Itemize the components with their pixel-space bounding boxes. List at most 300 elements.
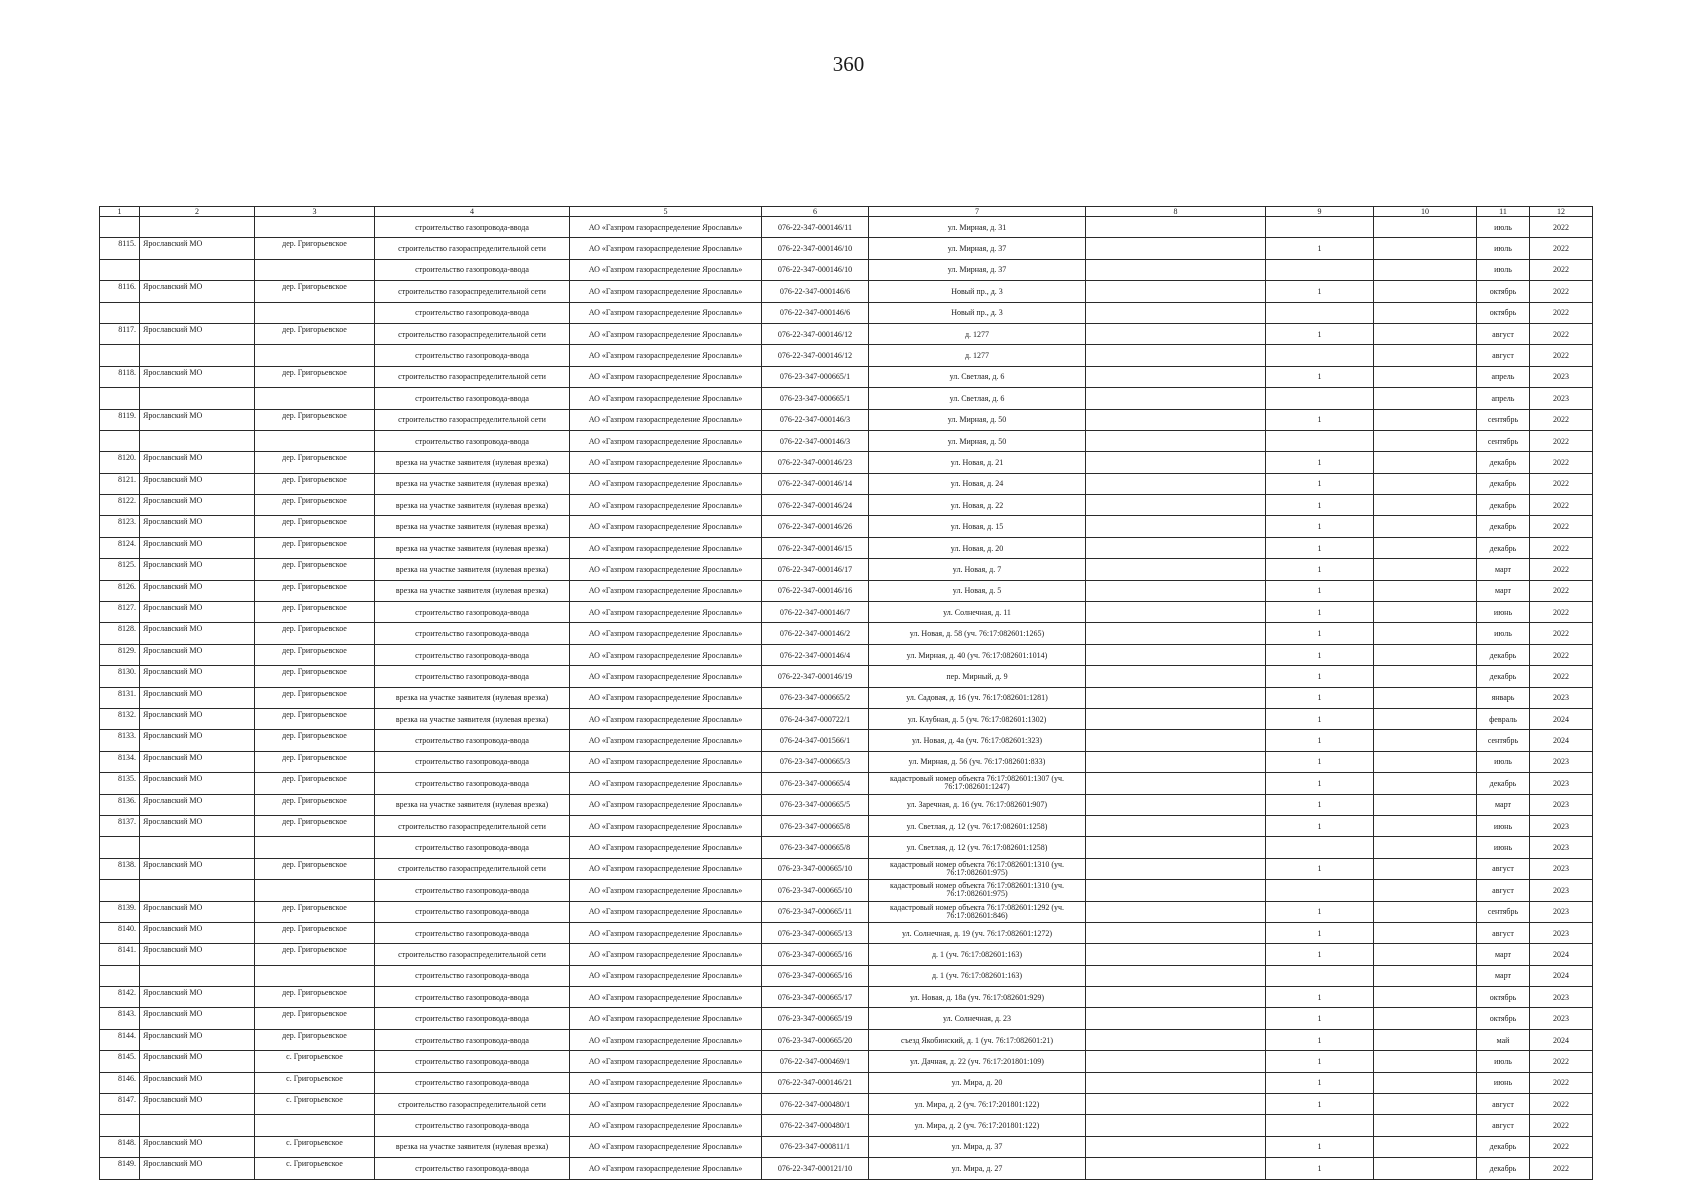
count-cell: 1 — [1266, 537, 1374, 558]
municipality-cell — [140, 217, 255, 238]
address-cell: ул. Садовая, д. 16 (уч. 76:17:082601:1281) — [869, 687, 1086, 708]
table-row — [100, 794, 1593, 815]
work-type-cell: строительство газопровода-ввода — [375, 751, 570, 772]
work-type-cell: строительство газопровода-ввода — [375, 623, 570, 644]
settlement-cell: с. Григорьевское — [255, 1094, 375, 1115]
settlement-cell: дер. Григорьевское — [255, 580, 375, 601]
table-row — [100, 1072, 1593, 1093]
work-type-cell: строительство газопровода-ввода — [375, 837, 570, 858]
row-number-cell: 8128. — [100, 623, 140, 644]
col-8-cell — [1086, 837, 1266, 858]
count-cell: 1 — [1266, 1008, 1374, 1029]
row-number-cell: 8127. — [100, 602, 140, 623]
month-cell: сентябрь — [1477, 409, 1530, 430]
organization-cell: АО «Газпром газораспределение Ярославль» — [570, 559, 762, 580]
row-number-cell: 8117. — [100, 323, 140, 344]
count-cell: 1 — [1266, 452, 1374, 473]
municipality-cell: Ярославский МО — [140, 794, 255, 815]
column-number: 12 — [1530, 207, 1593, 217]
municipality-cell — [140, 837, 255, 858]
col-8-cell — [1086, 901, 1266, 922]
col-8-cell — [1086, 430, 1266, 451]
settlement-cell: дер. Григорьевское — [255, 922, 375, 943]
count-cell: 1 — [1266, 495, 1374, 516]
col-8-cell — [1086, 666, 1266, 687]
col-10-cell — [1374, 987, 1477, 1008]
table-row — [100, 602, 1593, 623]
col-10-cell — [1374, 644, 1477, 665]
organization-cell: АО «Газпром газораспределение Ярославль» — [570, 751, 762, 772]
month-cell: июль — [1477, 1051, 1530, 1072]
address-cell: ул. Мира, д. 20 — [869, 1072, 1086, 1093]
contract-number-cell: 076-23-347-000665/3 — [762, 751, 869, 772]
work-type-cell: строительство газопровода-ввода — [375, 1072, 570, 1093]
work-type-cell: строительство газопровода-ввода — [375, 1029, 570, 1050]
organization-cell: АО «Газпром газораспределение Ярославль» — [570, 730, 762, 751]
year-cell: 2022 — [1530, 559, 1593, 580]
row-number-cell: 8140. — [100, 922, 140, 943]
month-cell: август — [1477, 1115, 1530, 1136]
municipality-cell: Ярославский МО — [140, 452, 255, 473]
municipality-cell — [140, 388, 255, 409]
work-type-cell: врезка на участке заявителя (нулевая врезка) — [375, 580, 570, 601]
work-type-cell: врезка на участке заявителя (нулевая врезка) — [375, 495, 570, 516]
contract-number-cell: 076-23-347-000665/11 — [762, 901, 869, 922]
municipality-cell — [140, 880, 255, 901]
municipality-cell — [140, 345, 255, 366]
col-8-cell — [1086, 1158, 1266, 1179]
settlement-cell — [255, 965, 375, 986]
work-type-cell: строительство газораспределительной сети — [375, 366, 570, 387]
address-cell: ул. Новая, д. 58 (уч. 76:17:082601:1265) — [869, 623, 1086, 644]
col-8-cell — [1086, 965, 1266, 986]
municipality-cell — [140, 259, 255, 280]
organization-cell: АО «Газпром газораспределение Ярославль» — [570, 537, 762, 558]
col-10-cell — [1374, 302, 1477, 323]
year-cell: 2023 — [1530, 773, 1593, 794]
col-8-cell — [1086, 1072, 1266, 1093]
municipality-cell: Ярославский МО — [140, 666, 255, 687]
year-cell: 2023 — [1530, 815, 1593, 836]
work-type-cell: строительство газопровода-ввода — [375, 302, 570, 323]
col-10-cell — [1374, 516, 1477, 537]
year-cell: 2023 — [1530, 901, 1593, 922]
col-10-cell — [1374, 858, 1477, 879]
settlement-cell — [255, 1115, 375, 1136]
row-number-cell: 8129. — [100, 644, 140, 665]
table-row — [100, 987, 1593, 1008]
municipality-cell: Ярославский МО — [140, 559, 255, 580]
contract-number-cell: 076-22-347-000146/23 — [762, 452, 869, 473]
settlement-cell: дер. Григорьевское — [255, 644, 375, 665]
col-8-cell — [1086, 794, 1266, 815]
col-10-cell — [1374, 837, 1477, 858]
col-10-cell — [1374, 773, 1477, 794]
year-cell: 2022 — [1530, 495, 1593, 516]
year-cell: 2022 — [1530, 537, 1593, 558]
col-10-cell — [1374, 708, 1477, 729]
municipality-cell: Ярославский МО — [140, 901, 255, 922]
table-row — [100, 944, 1593, 965]
table-row — [100, 217, 1593, 238]
col-8-cell — [1086, 409, 1266, 430]
contract-number-cell: 076-22-347-000146/26 — [762, 516, 869, 537]
col-8-cell — [1086, 323, 1266, 344]
row-number-cell — [100, 1115, 140, 1136]
col-10-cell — [1374, 281, 1477, 302]
col-10-cell — [1374, 580, 1477, 601]
settlement-cell: дер. Григорьевское — [255, 452, 375, 473]
table-row — [100, 537, 1593, 558]
month-cell: декабрь — [1477, 516, 1530, 537]
contract-number-cell: 076-22-347-000146/24 — [762, 495, 869, 516]
col-8-cell — [1086, 345, 1266, 366]
count-cell — [1266, 302, 1374, 323]
contract-number-cell: 076-22-347-000146/7 — [762, 602, 869, 623]
municipality-cell: Ярославский МО — [140, 1136, 255, 1157]
col-10-cell — [1374, 559, 1477, 580]
municipality-cell: Ярославский МО — [140, 623, 255, 644]
organization-cell: АО «Газпром газораспределение Ярославль» — [570, 1008, 762, 1029]
organization-cell: АО «Газпром газораспределение Ярославль» — [570, 666, 762, 687]
year-cell: 2024 — [1530, 730, 1593, 751]
col-10-cell — [1374, 922, 1477, 943]
work-type-cell: строительство газопровода-ввода — [375, 602, 570, 623]
organization-cell: АО «Газпром газораспределение Ярославль» — [570, 388, 762, 409]
year-cell: 2022 — [1530, 302, 1593, 323]
count-cell: 1 — [1266, 1029, 1374, 1050]
address-cell: ул. Заречная, д. 16 (уч. 76:17:082601:907) — [869, 794, 1086, 815]
contract-number-cell: 076-22-347-000146/10 — [762, 238, 869, 259]
table-row — [100, 687, 1593, 708]
table-row — [100, 259, 1593, 280]
table-row — [100, 580, 1593, 601]
col-10-cell — [1374, 965, 1477, 986]
municipality-cell: Ярославский МО — [140, 922, 255, 943]
row-number-cell: 8149. — [100, 1158, 140, 1179]
work-type-cell: врезка на участке заявителя (нулевая врезка) — [375, 794, 570, 815]
settlement-cell: с. Григорьевское — [255, 1072, 375, 1093]
col-10-cell — [1374, 815, 1477, 836]
address-cell: ул. Мира, д. 2 (уч. 76:17:201801:122) — [869, 1115, 1086, 1136]
organization-cell: АО «Газпром газораспределение Ярославль» — [570, 259, 762, 280]
col-8-cell — [1086, 259, 1266, 280]
organization-cell: АО «Газпром газораспределение Ярославль» — [570, 452, 762, 473]
col-10-cell — [1374, 730, 1477, 751]
organization-cell: АО «Газпром газораспределение Ярославль» — [570, 773, 762, 794]
month-cell: июнь — [1477, 1072, 1530, 1093]
organization-cell: АО «Газпром газораспределение Ярославль» — [570, 1072, 762, 1093]
settlement-cell: дер. Григорьевское — [255, 559, 375, 580]
month-cell: апрель — [1477, 388, 1530, 409]
municipality-cell: Ярославский МО — [140, 323, 255, 344]
column-number: 2 — [140, 207, 255, 217]
work-type-cell: строительство газораспределительной сети — [375, 858, 570, 879]
table-row — [100, 302, 1593, 323]
count-cell: 1 — [1266, 666, 1374, 687]
month-cell: сентябрь — [1477, 730, 1530, 751]
settlement-cell: дер. Григорьевское — [255, 944, 375, 965]
settlement-cell: дер. Григорьевское — [255, 623, 375, 644]
address-cell: ул. Светлая, д. 6 — [869, 388, 1086, 409]
table-row — [100, 730, 1593, 751]
col-10-cell — [1374, 473, 1477, 494]
address-cell: ул. Мира, д. 2 (уч. 76:17:201801:122) — [869, 1094, 1086, 1115]
settlement-cell: дер. Григорьевское — [255, 602, 375, 623]
organization-cell: АО «Газпром газораспределение Ярославль» — [570, 366, 762, 387]
row-number-cell: 8115. — [100, 238, 140, 259]
work-type-cell: врезка на участке заявителя (нулевая врезка) — [375, 1136, 570, 1157]
col-10-cell — [1374, 259, 1477, 280]
organization-cell: АО «Газпром газораспределение Ярославль» — [570, 687, 762, 708]
row-number-cell: 8135. — [100, 773, 140, 794]
year-cell: 2023 — [1530, 858, 1593, 879]
column-number: 11 — [1477, 207, 1530, 217]
count-cell: 1 — [1266, 794, 1374, 815]
settlement-cell — [255, 259, 375, 280]
col-10-cell — [1374, 366, 1477, 387]
work-type-cell: строительство газопровода-ввода — [375, 217, 570, 238]
address-cell: ул. Новая, д. 4а (уч. 76:17:082601:323) — [869, 730, 1086, 751]
municipality-cell: Ярославский МО — [140, 708, 255, 729]
col-8-cell — [1086, 1051, 1266, 1072]
count-cell: 1 — [1266, 281, 1374, 302]
table-row — [100, 1051, 1593, 1072]
col-8-cell — [1086, 1115, 1266, 1136]
work-type-cell: строительство газопровода-ввода — [375, 730, 570, 751]
count-cell: 1 — [1266, 1051, 1374, 1072]
settlement-cell — [255, 302, 375, 323]
count-cell: 1 — [1266, 858, 1374, 879]
organization-cell: АО «Газпром газораспределение Ярославль» — [570, 1136, 762, 1157]
col-8-cell — [1086, 238, 1266, 259]
municipality-cell: Ярославский МО — [140, 1029, 255, 1050]
count-cell: 1 — [1266, 1072, 1374, 1093]
column-number-row — [100, 207, 1593, 217]
col-10-cell — [1374, 345, 1477, 366]
col-8-cell — [1086, 623, 1266, 644]
col-8-cell — [1086, 495, 1266, 516]
table-row — [100, 773, 1593, 794]
work-type-cell: врезка на участке заявителя (нулевая врезка) — [375, 473, 570, 494]
column-number: 8 — [1086, 207, 1266, 217]
col-8-cell — [1086, 473, 1266, 494]
municipality-cell: Ярославский МО — [140, 644, 255, 665]
count-cell: 1 — [1266, 773, 1374, 794]
settlement-cell: дер. Григорьевское — [255, 901, 375, 922]
settlement-cell: дер. Григорьевское — [255, 473, 375, 494]
contract-number-cell: 076-22-347-000146/11 — [762, 217, 869, 238]
contract-number-cell: 076-22-347-000469/1 — [762, 1051, 869, 1072]
organization-cell: АО «Газпром газораспределение Ярославль» — [570, 302, 762, 323]
count-cell — [1266, 345, 1374, 366]
municipality-cell — [140, 1115, 255, 1136]
table-row — [100, 323, 1593, 344]
col-10-cell — [1374, 1136, 1477, 1157]
organization-cell: АО «Газпром газораспределение Ярославль» — [570, 238, 762, 259]
table-row — [100, 837, 1593, 858]
organization-cell: АО «Газпром газораспределение Ярославль» — [570, 580, 762, 601]
address-cell: ул. Новая, д. 18а (уч. 76:17:082601:929) — [869, 987, 1086, 1008]
table-row — [100, 1136, 1593, 1157]
municipality-cell: Ярославский МО — [140, 1008, 255, 1029]
table-row — [100, 666, 1593, 687]
month-cell: июнь — [1477, 815, 1530, 836]
count-cell: 1 — [1266, 323, 1374, 344]
settlement-cell: дер. Григорьевское — [255, 858, 375, 879]
month-cell: август — [1477, 858, 1530, 879]
address-cell: кадастровый номер объекта 76:17:082601:1310 (уч. 76:17:082601:975) — [869, 880, 1086, 901]
row-number-cell: 8119. — [100, 409, 140, 430]
row-number-cell: 8145. — [100, 1051, 140, 1072]
row-number-cell: 8141. — [100, 944, 140, 965]
organization-cell: АО «Газпром газораспределение Ярославль» — [570, 901, 762, 922]
contract-number-cell: 076-22-347-000480/1 — [762, 1094, 869, 1115]
col-8-cell — [1086, 281, 1266, 302]
column-number: 6 — [762, 207, 869, 217]
month-cell: июль — [1477, 623, 1530, 644]
table-row — [100, 901, 1593, 922]
municipality-cell: Ярославский МО — [140, 281, 255, 302]
organization-cell: АО «Газпром газораспределение Ярославль» — [570, 1051, 762, 1072]
month-cell: июнь — [1477, 602, 1530, 623]
row-number-cell — [100, 837, 140, 858]
municipality-cell: Ярославский МО — [140, 1094, 255, 1115]
table-row — [100, 1158, 1593, 1179]
contract-number-cell: 076-22-347-000146/6 — [762, 302, 869, 323]
work-type-cell: врезка на участке заявителя (нулевая врезка) — [375, 708, 570, 729]
work-type-cell: строительство газопровода-ввода — [375, 1051, 570, 1072]
address-cell: ул. Новая, д. 7 — [869, 559, 1086, 580]
contract-number-cell: 076-22-347-000146/15 — [762, 537, 869, 558]
settlement-cell: дер. Григорьевское — [255, 409, 375, 430]
page-number: 360 — [832, 52, 865, 76]
year-cell: 2023 — [1530, 366, 1593, 387]
row-number-cell — [100, 259, 140, 280]
organization-cell: АО «Газпром газораспределение Ярославль» — [570, 345, 762, 366]
settlement-cell: дер. Григорьевское — [255, 366, 375, 387]
organization-cell: АО «Газпром газораспределение Ярославль» — [570, 495, 762, 516]
row-number-cell: 8146. — [100, 1072, 140, 1093]
municipality-cell: Ярославский МО — [140, 602, 255, 623]
count-cell: 1 — [1266, 1158, 1374, 1179]
month-cell: январь — [1477, 687, 1530, 708]
settlement-cell — [255, 388, 375, 409]
year-cell: 2022 — [1530, 1136, 1593, 1157]
count-cell — [1266, 259, 1374, 280]
address-cell: ул. Мирная, д. 56 (уч. 76:17:082601:833) — [869, 751, 1086, 772]
col-10-cell — [1374, 623, 1477, 644]
year-cell: 2022 — [1530, 1115, 1593, 1136]
work-type-cell: строительство газопровода-ввода — [375, 388, 570, 409]
municipality-cell: Ярославский МО — [140, 687, 255, 708]
col-10-cell — [1374, 666, 1477, 687]
year-cell: 2022 — [1530, 644, 1593, 665]
col-10-cell — [1374, 1158, 1477, 1179]
row-number-cell — [100, 965, 140, 986]
month-cell: март — [1477, 944, 1530, 965]
column-number: 3 — [255, 207, 375, 217]
col-8-cell — [1086, 366, 1266, 387]
organization-cell: АО «Газпром газораспределение Ярославль» — [570, 623, 762, 644]
month-cell: сентябрь — [1477, 430, 1530, 451]
table-row — [100, 644, 1593, 665]
row-number-cell: 8136. — [100, 794, 140, 815]
col-8-cell — [1086, 388, 1266, 409]
col-10-cell — [1374, 452, 1477, 473]
table-row — [100, 1094, 1593, 1115]
count-cell — [1266, 217, 1374, 238]
work-type-cell: строительство газораспределительной сети — [375, 409, 570, 430]
settlement-cell: с. Григорьевское — [255, 1158, 375, 1179]
year-cell: 2024 — [1530, 1029, 1593, 1050]
contract-number-cell: 076-22-347-000146/14 — [762, 473, 869, 494]
row-number-cell: 8125. — [100, 559, 140, 580]
count-cell: 1 — [1266, 516, 1374, 537]
month-cell: июнь — [1477, 837, 1530, 858]
table-row — [100, 345, 1593, 366]
municipality-cell: Ярославский МО — [140, 1158, 255, 1179]
address-cell: д. 1277 — [869, 323, 1086, 344]
table-row — [100, 965, 1593, 986]
month-cell: февраль — [1477, 708, 1530, 729]
address-cell: д. 1 (уч. 76:17:082601:163) — [869, 944, 1086, 965]
organization-cell: АО «Газпром газораспределение Ярославль» — [570, 965, 762, 986]
month-cell: декабрь — [1477, 1158, 1530, 1179]
col-8-cell — [1086, 644, 1266, 665]
table-row — [100, 281, 1593, 302]
settlement-cell: дер. Григорьевское — [255, 815, 375, 836]
organization-cell: АО «Газпром газораспределение Ярославль» — [570, 516, 762, 537]
municipality-cell: Ярославский МО — [140, 495, 255, 516]
organization-cell: АО «Газпром газораспределение Ярославль» — [570, 944, 762, 965]
count-cell: 1 — [1266, 987, 1374, 1008]
col-8-cell — [1086, 815, 1266, 836]
settlement-cell: дер. Григорьевское — [255, 1008, 375, 1029]
table-row — [100, 815, 1593, 836]
month-cell: июль — [1477, 751, 1530, 772]
municipality-cell: Ярославский МО — [140, 473, 255, 494]
work-type-cell: строительство газопровода-ввода — [375, 259, 570, 280]
month-cell: декабрь — [1477, 537, 1530, 558]
month-cell: декабрь — [1477, 495, 1530, 516]
registry-table — [99, 206, 1593, 1180]
municipality-cell: Ярославский МО — [140, 858, 255, 879]
municipality-cell — [140, 430, 255, 451]
month-cell: март — [1477, 559, 1530, 580]
col-8-cell — [1086, 302, 1266, 323]
year-cell: 2023 — [1530, 687, 1593, 708]
table-row — [100, 238, 1593, 259]
count-cell: 1 — [1266, 238, 1374, 259]
col-8-cell — [1086, 730, 1266, 751]
municipality-cell: Ярославский МО — [140, 537, 255, 558]
contract-number-cell: 076-22-347-000480/1 — [762, 1115, 869, 1136]
col-8-cell — [1086, 773, 1266, 794]
municipality-cell: Ярославский МО — [140, 944, 255, 965]
municipality-cell: Ярославский МО — [140, 815, 255, 836]
count-cell: 1 — [1266, 409, 1374, 430]
year-cell: 2022 — [1530, 666, 1593, 687]
address-cell: ул. Мира, д. 27 — [869, 1158, 1086, 1179]
row-number-cell: 8123. — [100, 516, 140, 537]
contract-number-cell: 076-22-347-000146/3 — [762, 409, 869, 430]
work-type-cell: строительство газораспределительной сети — [375, 815, 570, 836]
count-cell — [1266, 837, 1374, 858]
settlement-cell: дер. Григорьевское — [255, 708, 375, 729]
col-10-cell — [1374, 751, 1477, 772]
work-type-cell: строительство газопровода-ввода — [375, 430, 570, 451]
